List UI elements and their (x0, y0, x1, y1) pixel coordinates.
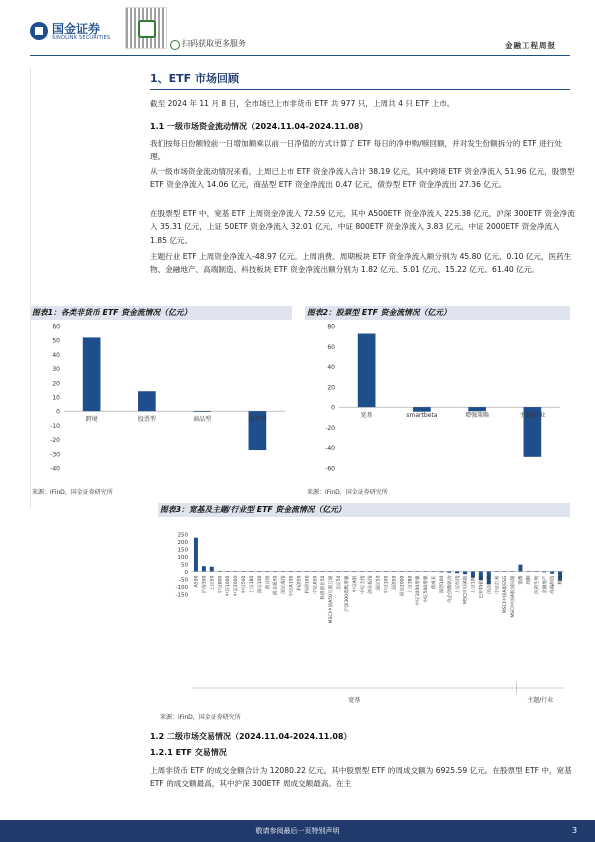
x-tick-label: 上证100 (471, 575, 477, 594)
scan-prompt: 扫码获取更多服务 (182, 39, 246, 48)
x-tick-label: 周期 (526, 575, 532, 585)
y-tick-label: 50 (52, 337, 60, 345)
y-tick-label: -20 (325, 424, 335, 432)
y-tick-label: -150 (175, 592, 188, 599)
y-tick-label: -100 (175, 585, 188, 591)
x-tick-label: 中证全指 (360, 575, 366, 594)
bar (408, 572, 412, 573)
bar (289, 571, 293, 572)
y-tick-label: -20 (50, 437, 60, 445)
x-tick-label: 双创50 (392, 575, 398, 591)
figure-1-title: 图表1：各类非货币 ETF 资金流情况（亿元） (32, 308, 192, 317)
y-tick-label: 20 (52, 380, 60, 388)
x-tick-label: 金融地产 (542, 575, 548, 594)
bar (495, 572, 499, 573)
y-tick-label: 20 (327, 384, 335, 392)
y-tick-label: -40 (50, 465, 60, 473)
bar (392, 572, 396, 573)
bar (468, 407, 486, 411)
bar (138, 391, 156, 411)
bar (234, 571, 238, 572)
bar (273, 571, 277, 572)
bar (358, 334, 376, 408)
x-tick-label: 上证综指 (455, 575, 461, 594)
bar (439, 572, 443, 573)
bar (297, 571, 301, 572)
y-tick-label: 0 (184, 570, 188, 576)
x-tick-label: 主题/行业 (519, 412, 546, 420)
bar (431, 572, 435, 573)
x-tick-label: 科创创业50 (321, 575, 327, 600)
x-tick-label: MSCI中国A50互联互通 (329, 575, 335, 624)
x-tick-label: 创业板 (265, 575, 271, 590)
bar (518, 565, 522, 572)
x-tick-label: 上证50 (210, 575, 216, 591)
x-tick-label: 沪深300指数增强 (344, 575, 350, 612)
bar (511, 572, 515, 573)
x-tick-label: 深证50 (376, 575, 382, 591)
bar (226, 571, 230, 572)
figure-1-source: 来源：iFinD，国金证券研究所 (32, 489, 113, 496)
bar (194, 538, 198, 572)
x-tick-label: 消费 (519, 575, 525, 585)
x-tick-label: 创业板50 (273, 575, 279, 596)
figure-2-title: 图表2：股票型 ETF 资金流情况（亿元） (307, 308, 451, 317)
y-tick-label: 250 (177, 532, 188, 539)
bar (455, 572, 459, 574)
bar (305, 571, 309, 572)
y-tick-label: -40 (325, 445, 335, 453)
bar (193, 411, 211, 412)
x-tick-label: 科创100 (305, 575, 311, 594)
x-tick-label: 中证2000 (234, 575, 240, 597)
x-tick-label: 中证红利 (495, 575, 501, 594)
y-tick-label: 40 (52, 351, 60, 359)
x-tick-label: 上证180 (249, 575, 255, 594)
subsection-title-1-2-1: 1.2.1 ETF 交易情况 (150, 748, 227, 757)
x-tick-label: 中证100 (384, 575, 390, 594)
figure-2-source: 来源：iFinD，国金证券研究所 (307, 489, 388, 496)
bar (313, 571, 317, 572)
x-tick-label: 创成长 (432, 575, 438, 590)
y-tick-label: 150 (177, 547, 188, 554)
x-tick-label: 沪深300 (202, 575, 208, 594)
x-tick-label: 中证A50 (313, 575, 319, 594)
bar (202, 566, 206, 571)
x-tick-label: 中证500增强 (424, 575, 430, 603)
y-tick-label: -30 (50, 451, 60, 459)
x-tick-label: 高端制造 (550, 575, 556, 594)
section-divider (150, 89, 570, 90)
y-tick-label: 10 (52, 394, 60, 402)
bar (447, 572, 451, 573)
figure-3-source: 来源：iFinD，国金证券研究所 (160, 714, 241, 721)
figure-2-chart (305, 320, 570, 480)
bar (321, 572, 325, 573)
bar (352, 572, 356, 573)
bar (265, 571, 269, 572)
y-tick-label: 0 (331, 404, 335, 412)
y-tick-label: 40 (327, 364, 335, 372)
bar (210, 567, 214, 572)
bar (329, 572, 333, 573)
bar (376, 572, 380, 573)
x-tick-label: 宽基 (360, 412, 373, 420)
y-tick-label: 80 (327, 323, 335, 331)
y-tick-label: 100 (177, 555, 188, 561)
x-tick-label: 股票型 (137, 416, 156, 424)
bar (241, 571, 245, 572)
x-tick-label: MSCI中国A股 (463, 575, 469, 604)
header-divider (30, 55, 570, 56)
logo-name-cn: 国金证券 (52, 22, 101, 36)
y-tick-label: 60 (52, 323, 60, 331)
bar (344, 572, 348, 573)
x-tick-label: 国企红利 (487, 575, 493, 594)
bar (463, 572, 467, 575)
bar (218, 571, 222, 572)
bar (83, 337, 101, 411)
subsection-title-1-1: 1.1 一级市场资金流动情况（2024.11.04-2024.11.08） (150, 122, 368, 131)
paragraph-primary-flow: 从一级市场资金流动情况来看，上周已上市 ETF 资金净流入合计 38.19 亿元，其中跨境 ETF 资金净流入 51.96 亿元，股票型 ETF 资金净流入 14.06 亿元，商品型 ETF 资金净流出 0.47 亿元，债券型 ETF 资金净流出 27.36 亿元。 (150, 167, 575, 190)
x-tick-label: 科技 (558, 575, 564, 585)
bar (526, 571, 530, 572)
x-tick-label: 跨境 (85, 416, 98, 424)
wechat-icon (138, 20, 156, 38)
subsection-title-1-2: 1.2 二级市场交易情况（2024.11.04-2024.11.08） (150, 732, 352, 741)
y-tick-label: 60 (327, 343, 335, 351)
x-tick-label: 商品型 (193, 416, 212, 424)
x-tick-label: 中证500 (242, 575, 248, 594)
x-tick-label: 巴菲特价值 (479, 575, 485, 599)
logo-mark-icon (30, 22, 48, 40)
bar (368, 572, 372, 573)
y-tick-label: 50 (181, 562, 188, 569)
y-tick-label: -50 (179, 577, 188, 584)
y-tick-label: 0 (56, 408, 60, 416)
bar (360, 572, 364, 573)
x-tick-label: 上证380 (408, 575, 414, 594)
bar (413, 407, 431, 412)
x-tick-label: 北证50 (337, 575, 343, 591)
paragraph-theme-etf: 主题行业 ETF 上周资金净流入-48.97 亿元。上周消费、周期板块 ETF 资金净流入额分别为 45.80 亿元、0.10 亿元，医药生物、金融地产、高端制造、科技板块 ETF 资金净流出额分别为 1.82 亿元、5.01 亿元、15.22 亿元、61.40 亿元。 (150, 252, 572, 275)
bar (503, 572, 507, 573)
x-tick-label: 医药生物 (534, 575, 540, 594)
paragraph-secondary-trading: 上周非货币 ETF 的成交金额合计为 12080.22 亿元。其中股票型 ETF 的周成交额为 6925.59 亿元。在股票型 ETF 中，宽基 ETF 的成交额最高，其中沪深 300ETF 周成交额最高。在主 (150, 766, 572, 789)
x-tick-label: 创业板指 (368, 575, 374, 594)
bar (384, 572, 388, 573)
y-tick-label: 200 (177, 540, 188, 546)
bar (534, 572, 538, 573)
page-number: 3 (572, 826, 578, 835)
bar (542, 572, 546, 573)
x-tick-label: 科创50 (297, 575, 303, 591)
group-label-broad: 宽基 (348, 697, 361, 704)
x-tick-label: 中证800 (218, 575, 224, 594)
x-tick-label: 深证100 (257, 575, 263, 594)
section-title: 1、ETF 市场回顾 (150, 72, 240, 85)
x-tick-label: 中证1000增强 (416, 575, 422, 606)
group-label-theme: 主题/行业 (527, 697, 554, 704)
figure-3-title: 图表3：宽基及主题/行业型 ETF 资金流情况（亿元） (160, 505, 346, 514)
bar (416, 572, 420, 573)
x-tick-label: MSCI中国A股国际通 (511, 575, 517, 618)
x-tick-label: 深创100 (439, 575, 445, 594)
y-tick-label: -10 (50, 422, 60, 430)
bar (424, 572, 428, 573)
bar (550, 572, 554, 574)
bar (400, 572, 404, 573)
x-tick-label: 深证成指 (281, 575, 287, 594)
x-tick-label: MSCI中国A股ESG (503, 575, 509, 614)
x-tick-label: smartbeta (406, 412, 438, 420)
x-tick-label: 国证2000 (400, 575, 406, 597)
paragraph-method: 我们按每日份额较前一日增加额乘以前一日净值的方式计算了 ETF 每日的净申购/赎回额，并对发生份额拆分的 ETF 进行处理。 (150, 139, 562, 162)
intro-paragraph: 截至 2024 年 11 月 8 日，全市场已上市非货币 ETF 共 977 只，上周共 4 只 ETF 上市。 (150, 99, 455, 108)
report-type-label: 金融工程周报 (505, 41, 556, 50)
x-tick-label: 债券型 (248, 416, 267, 424)
y-tick-label: -60 (325, 465, 335, 473)
x-tick-label: 增强策略 (465, 412, 490, 420)
brand-logo (30, 22, 111, 44)
logo-name-en: SINOLINK SECURITIES (52, 35, 111, 41)
footer-disclaimer: 敬请参阅最后一页特别声明 (255, 827, 340, 835)
figure-1-chart (30, 320, 295, 480)
figure-3-chart (158, 530, 570, 710)
x-tick-label: 中证A100 (289, 575, 295, 597)
x-tick-label: A500 (194, 575, 200, 588)
bar (257, 571, 261, 572)
scan-icon (170, 40, 180, 50)
paragraph-stock-etf: 在股票型 ETF 中，宽基 ETF 上周资金净流入 72.59 亿元，其中 A500ETF 资金净流入 225.38 亿元，沪深 300ETF 资金净流入 35.31 亿元，上证 50ETF 资金净流入 32.01 亿元，中证 800ETF 资金净流入 3.83 亿元，中证 2000ETF 资金净流入 1.85 亿元。 (150, 209, 575, 245)
x-tick-label: 中证1000 (226, 575, 232, 597)
bar (249, 571, 253, 572)
x-tick-label: 央企创新驱动 (447, 575, 453, 604)
x-tick-label: 中证A股 (352, 575, 358, 593)
bar (281, 571, 285, 572)
y-tick-label: 30 (52, 366, 60, 374)
bar (336, 572, 340, 573)
